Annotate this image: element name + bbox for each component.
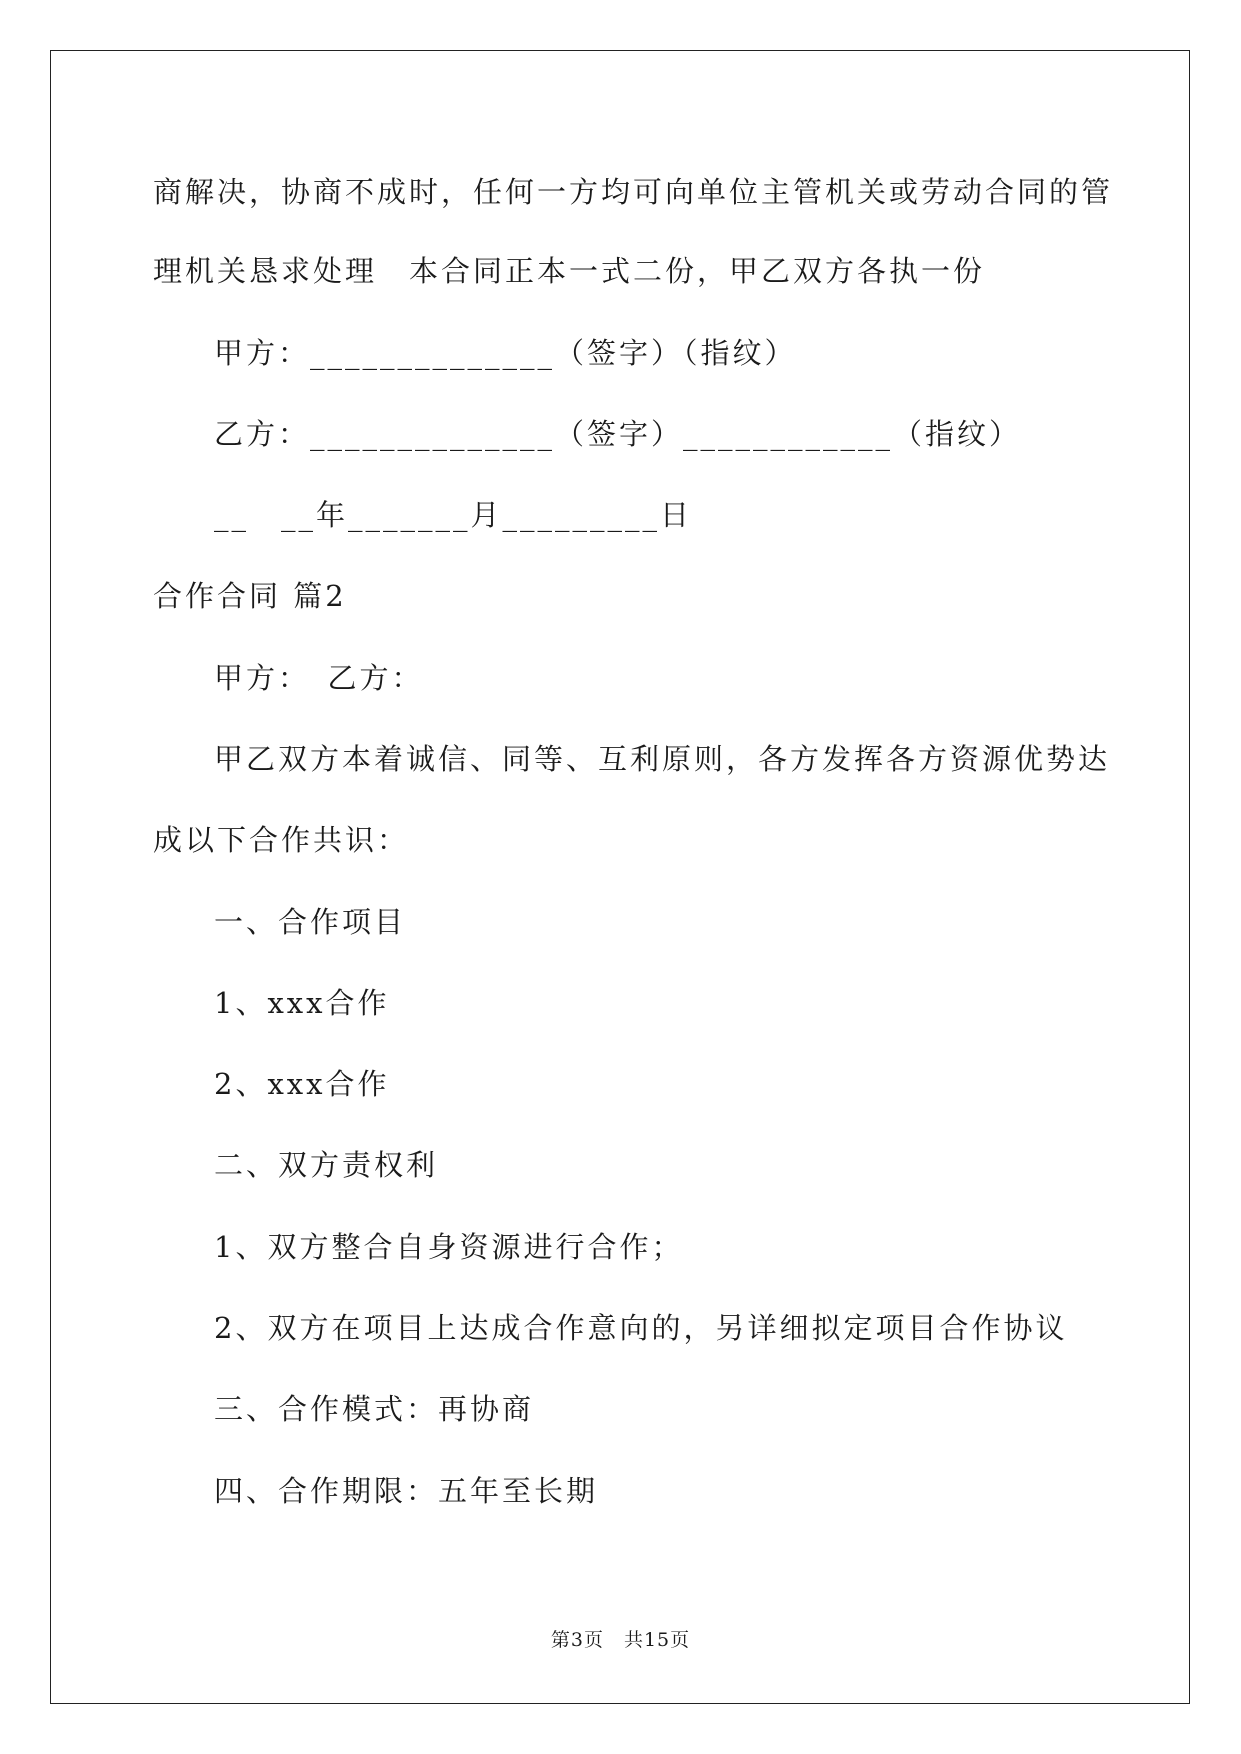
clause-heading: 三、合作模式：再协商: [214, 1392, 535, 1426]
text-line: 商解决，协商不成时，任何一方均可向单位主管机关或劳动合同的管: [153, 175, 1114, 209]
party-a-signature-line: 甲方：______________（签字）（指纹）: [214, 336, 797, 370]
date-line: __ __年_______月_________日: [214, 498, 693, 532]
party-b-signature-line: 乙方：______________（签字）____________（指纹）: [214, 417, 1022, 451]
text-line: 甲乙双方本着诚信、同等、互利原则，各方发挥各方资源优势达: [214, 742, 1111, 776]
clause-item: 2、xxx合作: [214, 1067, 390, 1101]
clause-heading: 二、双方责权利: [214, 1148, 439, 1182]
clause-heading: 一、合作项目: [214, 905, 407, 939]
clause-item: 1、xxx合作: [214, 986, 390, 1020]
section-heading: 合作合同 篇2: [153, 579, 347, 613]
text-line: 理机关恳求处理 本合同正本一式二份，甲乙双方各执一份: [153, 254, 986, 288]
page-number-footer: 第3页 共15页: [550, 1629, 691, 1651]
page-frame: [50, 50, 1190, 1704]
parties-line: 甲方： 乙方：: [214, 661, 424, 695]
text-line: 成以下合作共识：: [153, 823, 410, 857]
clause-item: 2、双方在项目上达成合作意向的，另详细拟定项目合作协议: [214, 1311, 1068, 1345]
clause-heading: 四、合作期限：五年至长期: [214, 1474, 599, 1508]
clause-item: 1、双方整合自身资源进行合作；: [214, 1230, 684, 1264]
